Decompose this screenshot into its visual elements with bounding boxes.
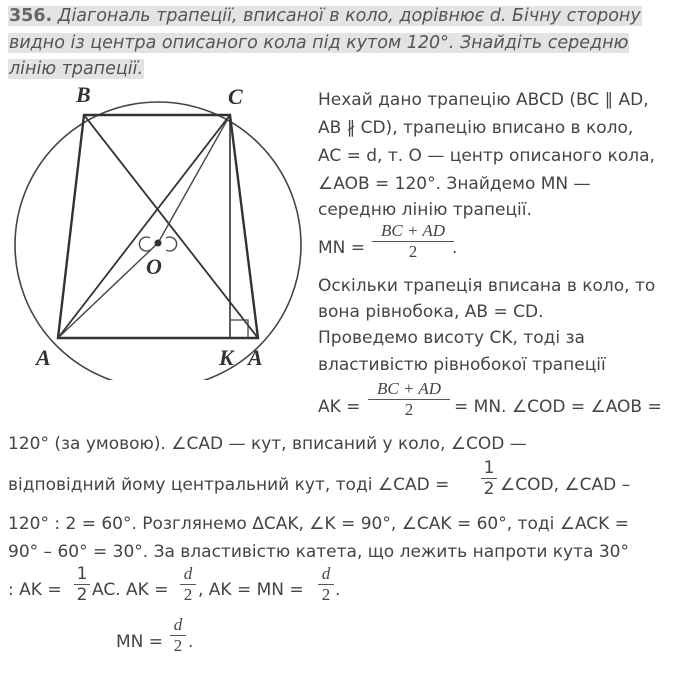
mn-formula-prefix: MN = (318, 238, 366, 258)
solution-line-13-prefix: відповідний йому центральний кут, тоді ∠CAD = (8, 475, 450, 495)
solution-line-16-b: AC. AK = (92, 580, 169, 600)
label-k: K (219, 345, 234, 370)
fraction-half-2-numerator: 1 (76, 564, 88, 584)
label-c: C (228, 84, 243, 109)
fraction-half-2-denominator: 2 (76, 585, 88, 605)
fraction-half-2 (74, 565, 90, 604)
solution-line-5: середню лінію трапеції. (318, 200, 532, 220)
solution-line-2: AB ∦ CD), трапецію вписано в коло, (318, 118, 634, 138)
problem-text-2: видно із центра описаного кола під кутом 120°. Знайдіть середню (9, 33, 629, 53)
solution-line-12: 120° (за умовою). ∠CAD — кут, вписаний у коло, ∠COD — (8, 434, 527, 454)
fraction-half-1-denominator: 2 (483, 479, 495, 499)
solution-line-16-d: . (335, 580, 341, 600)
fraction-final-denominator: 2 (173, 636, 183, 655)
problem-line-3 (8, 59, 144, 79)
fraction-ak-numerator: BC + AD (376, 379, 442, 398)
diagonal-ac (58, 115, 230, 338)
fraction-d-half-2-numerator: d (321, 564, 331, 583)
problem-number: 356. (9, 6, 53, 26)
problem-text-3: лінію трапеції. (9, 59, 144, 79)
final-answer-suffix: . (188, 632, 194, 652)
fraction-d-half-2-denominator: 2 (321, 585, 331, 604)
fraction-mn-numerator: BC + AD (380, 221, 446, 240)
angle-arc-right (166, 237, 177, 251)
ak-formula-suffix: = MN. ∠COD = ∠AOB = (454, 397, 662, 417)
solution-line-16-a: : AK = (8, 580, 62, 600)
trapezoid-figure (0, 80, 320, 380)
fraction-half-1-numerator: 1 (483, 458, 495, 478)
solution-line-14: 120° : 2 = 60°. Розглянемо ΔCAK, ∠K = 90°, ∠CAK = 60°, тоді ∠ACK = (8, 514, 629, 534)
problem-line-2 (8, 33, 629, 53)
fraction-final-numerator: d (173, 615, 183, 634)
center-point-o (155, 240, 162, 247)
fraction-d-half-2 (318, 565, 334, 604)
fraction-d-half-1-denominator: 2 (183, 585, 193, 604)
solution-line-15: 90° – 60° = 30°. За властивістю катета, що лежить напроти кута 30° (8, 542, 629, 562)
diagonal-bd (84, 115, 258, 338)
solution-line-8: вона рівнобока, AB = CD. (318, 302, 544, 322)
mn-formula-suffix: . (452, 238, 458, 258)
label-o: O (146, 254, 162, 279)
angle-arc-left (139, 237, 150, 251)
fraction-d-half-1 (180, 565, 196, 604)
solution-line-10: властивістю рівнобокої трапеції (318, 355, 606, 375)
solution-line-4: ∠AOB = 120°. Знайдемо MN — (318, 174, 591, 194)
radius-oa (58, 243, 158, 338)
solution-line-7: Оскільки трапеція вписана в коло, то (318, 276, 656, 296)
fraction-ak (368, 380, 450, 419)
solution-line-3: AC = d, т. О — центр описаного кола, (318, 146, 655, 166)
solution-line-1: Нехай дано трапецію ABCD (BC ∥ AD, (318, 90, 649, 110)
label-b: B (76, 82, 91, 107)
final-answer-prefix: MN = (116, 632, 164, 652)
ak-formula-prefix: AK = (318, 397, 361, 417)
fraction-half-1 (481, 459, 497, 498)
fraction-final (170, 616, 186, 655)
trapezoid-abcd (58, 115, 258, 338)
solution-line-13-suffix: ∠COD, ∠CAD – (500, 475, 631, 495)
problem-line-1 (8, 6, 642, 26)
fraction-mn (372, 222, 454, 261)
label-a-right: A (248, 345, 263, 370)
solution-line-16-c: , AK = MN = (198, 580, 304, 600)
fraction-mn-denominator: 2 (408, 242, 418, 261)
label-a-left: A (36, 345, 51, 370)
solution-line-9: Проведемо висоту CK, тоді за (318, 328, 585, 348)
radius-oc (158, 115, 230, 243)
fraction-d-half-1-numerator: d (183, 564, 193, 583)
fraction-ak-denominator: 2 (404, 400, 414, 419)
problem-text-1: Діагональ трапеції, вписаної в коло, дорівнює d. Бічну сторону (57, 6, 641, 26)
